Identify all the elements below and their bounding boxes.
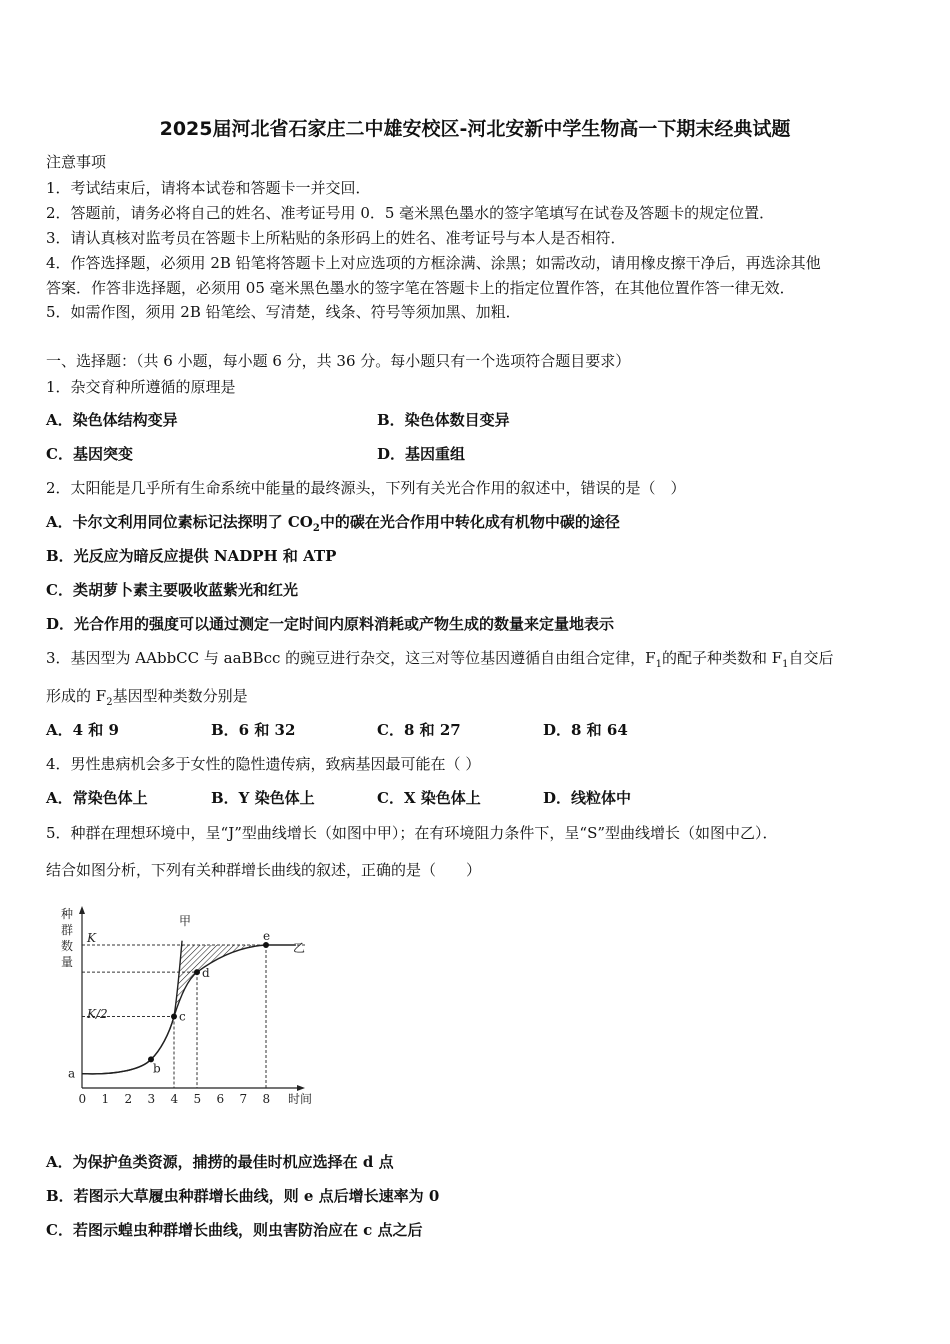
x-tick-label: 1 (101, 1092, 110, 1106)
point-c-label: c (179, 1009, 186, 1024)
option-b: B．Y 染色体上 (211, 789, 315, 807)
question-stem-cont: 结合如图分析，下列有关种群增长曲线的叙述，正确的是（ ） (46, 861, 482, 879)
option-b: B．光反应为暗反应提供 NADPH 和 ATP (46, 547, 337, 565)
option-c: C．类胡萝卜素主要吸收蓝紫光和红光 (46, 581, 298, 599)
subscript: 1 (782, 659, 789, 670)
question-stem (46, 648, 834, 668)
x-tick-label: 2 (124, 1092, 133, 1106)
point-e-label: e (263, 929, 271, 943)
subscript: 2 (312, 523, 320, 534)
stem-text: 的配子种类数和 F (661, 649, 783, 667)
option-a: A．4 和 9 (46, 721, 119, 739)
option-d: D．8 和 64 (543, 721, 628, 739)
x-axis-label: 时间 (288, 1092, 313, 1106)
stem-text: 自交后 (788, 649, 834, 667)
notice-item: 1．考试结束后，请将本试卷和答题卡一并交回． (46, 179, 371, 197)
x-tick-label: 4 (170, 1092, 179, 1106)
subscript: 2 (106, 697, 113, 708)
stem-text: 基因型种类数分别是 (112, 687, 248, 705)
x-tick-label: 3 (147, 1092, 156, 1106)
option-c: C．基因突变 (46, 445, 133, 463)
y-axis-label-char: 量 (61, 955, 74, 969)
option-d: D．基因重组 (377, 445, 466, 463)
point-a-label: a (68, 1066, 76, 1081)
option-b: B．6 和 32 (211, 721, 296, 739)
k-label: K (87, 931, 96, 945)
option-a: A．常染色体上 (46, 789, 148, 807)
option-c: C．若图示蝗虫种群增长曲线，则虫害防治应在 c 点之后 (46, 1221, 423, 1239)
x-tick-label: 0 (78, 1092, 87, 1106)
option-text: A．卡尔文利用同位素标记法探明了 CO (46, 513, 313, 531)
y-axis-arrow (79, 906, 85, 914)
question-stem: 2．太阳能是几乎所有生命系统中能量的最终源头，下列有关光合作用的叙述中，错误的是（ ） (46, 479, 686, 497)
option-d: D．线粒体中 (543, 789, 632, 807)
option-b: B．若图示大草履虫种群增长曲线，则 e 点后增长速率为 0 (46, 1187, 440, 1205)
x-tick-label: 7 (239, 1092, 248, 1106)
y-axis-label-char: 种 (61, 907, 74, 921)
section-heading: 一、选择题：（共 6 小题，每小题 6 分，共 36 分。每小题只有一个选项符合题目要求） (46, 352, 631, 370)
series-label-yi: 乙 (293, 941, 306, 955)
question-stem: 4．男性患病机会多于女性的隐性遗传病，致病基因最可能在（ ） (46, 755, 481, 773)
option-a: A．染色体结构变异 (46, 411, 178, 429)
environmental-resistance-area (174, 941, 266, 1017)
notice-item: 3．请认真核对监考员在答题卡上所粘贴的条形码上的姓名、准考证号与本人是否相符． (46, 229, 626, 247)
option-d: D．光合作用的强度可以通过测定一定时间内原料消耗或产物生成的数量来定量地表示 (46, 615, 615, 633)
series-label-jia: 甲 (179, 914, 192, 928)
notice-item: 答案．作答非选择题，必须用 05 毫米黑色墨水的签字笔在答题卡上的指定位置作答，在其他位置作答一律无效． (46, 279, 795, 297)
point-b-label: b (153, 1061, 161, 1076)
stem-text: 3．基因型为 AAbbCC 与 aaBBcc 的豌豆进行杂交，这三对等位基因遵循自由组合定律，F (46, 649, 656, 667)
question-stem: 1．杂交育种所遵循的原理是 (46, 378, 236, 396)
option-a: A．为保护鱼类资源，捕捞的最佳时机应选择在 d 点 (46, 1153, 394, 1171)
notice-item: 2．答题前，请务必将自己的姓名、准考证号用 0．5 毫米黑色墨水的签字笔填写在试卷及答题卡的规定位置． (46, 204, 775, 222)
point-c-marker (171, 1014, 177, 1020)
k-half-label: K/2 (87, 1007, 108, 1021)
stem-text: 形成的 F (46, 687, 107, 705)
x-tick-label: 8 (262, 1092, 271, 1106)
point-d-marker (194, 969, 200, 975)
subscript: 1 (655, 659, 662, 670)
x-tick-label: 6 (216, 1092, 225, 1106)
option-text: 中的碳在光合作用中转化成有机物中碳的途径 (319, 513, 620, 531)
option-c: C．8 和 27 (377, 721, 461, 739)
option-c: C．X 染色体上 (377, 789, 481, 807)
question-stem: 5．种群在理想环境中，呈“J”型曲线增长（如图中甲）；在有环境阻力条件下，呈“S”型曲线增长（如图中乙）． (46, 824, 778, 842)
notice-heading: 注意事项 (46, 153, 107, 171)
option-a (46, 512, 620, 532)
x-axis-arrow (297, 1085, 305, 1091)
notice-item: 4．作答选择题，必须用 2B 铅笔将答题卡上对应选项的方框涂满、涂黑；如需改动，请用橡皮擦干净后，再选涂其他 (46, 254, 821, 272)
point-d-label: d (202, 966, 210, 981)
page-title: 2025届河北省石家庄二中雄安校区-河北安新中学生物高一下期末经典试题 (159, 118, 791, 140)
x-tick-label: 5 (193, 1092, 202, 1106)
y-axis-label-char: 数 (61, 939, 74, 953)
option-b: B．染色体数目变异 (377, 411, 510, 429)
notice-item: 5．如需作图，须用 2B 铅笔绘、写清楚，线条、符号等须加黑、加粗． (46, 303, 521, 321)
question-stem-cont (46, 686, 248, 706)
y-axis-label-char: 群 (61, 923, 74, 937)
population-growth-chart (55, 903, 335, 1118)
